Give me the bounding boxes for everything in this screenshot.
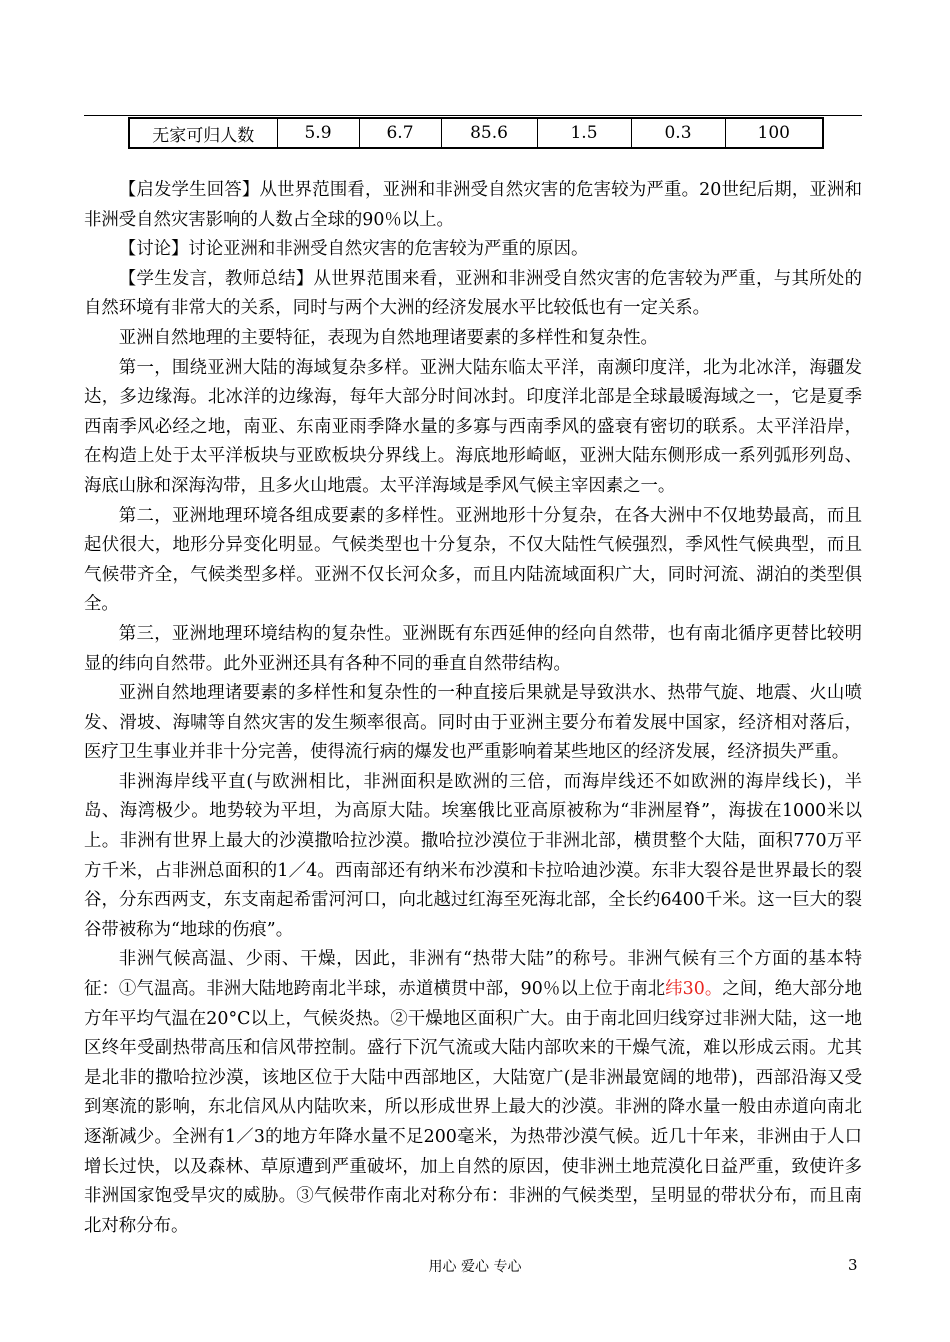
document-body [84, 176, 862, 1241]
top-rule [84, 115, 862, 116]
climate-text-before: 非洲气候高温、少雨、干燥，因此，非洲有“热带大陆”的称号。非洲气候有三个方面的基本特征：①气温高。非洲大陆地跨南北半球，赤道横贯中部，90％以上位于南北 [84, 949, 862, 1000]
paragraph-discussion: 【讨论】讨论亚洲和非洲受自然灾害的危害较为严重的原因。 [118, 239, 589, 260]
table-cell: 1.5 [537, 118, 631, 148]
paragraph-asia-hazards: 亚洲自然地理诸要素的多样性和复杂性的一种直接后果就是导致洪水、热带气旋、地震、火山喷发、滑坡、海啸等自然灾害的发生频率很高。同时由于亚洲主要分布着发展中国家，经济相对落后，医疗卫生事业并非十分完善，使得流行病的爆发也严重影响着某些地区的经济发展，经济损失严重。 [84, 683, 862, 763]
table-cell: 85.6 [441, 118, 537, 148]
table-cell: 0.3 [631, 118, 725, 148]
paragraph-africa-climate [84, 945, 862, 1241]
paragraph-asia-features: 亚洲自然地理的主要特征，表现为自然地理诸要素的多样性和复杂性。 [118, 327, 658, 348]
table-row [129, 118, 823, 148]
paragraph-asia-third: 第三，亚洲地理环境结构的复杂性。亚洲既有东西延伸的经向自然带，也有南北循序更替比较明显的纬向自然带。此外亚洲还具有各种不同的垂直自然带结构。 [84, 623, 862, 674]
data-table [128, 117, 824, 149]
page-footer: 用心 爱心 专心 [428, 1259, 522, 1275]
table-cell: 5.9 [277, 118, 359, 148]
paragraph-summary: 【学生发言，教师总结】从世界范围来看，亚洲和非洲受自然灾害的危害较为严重，与其所处的自然环境有非常大的关系，同时与两个大洲的经济发展水平比较低也有一定关系。 [84, 268, 862, 319]
page-number: 3 [848, 1256, 858, 1274]
paragraph-asia-second: 第二，亚洲地理环境各组成要素的多样性。亚洲地形十分复杂，在各大洲中不仅地势最高，而且起伏很大，地形分异变化明显。气候类型也十分复杂，不仅大陆性气候强烈，季风性气候典型，而且气候带齐全，气候类型多样。亚洲不仅长河众多，而且内陆流域面积广大，同时河流、湖泊的类型俱全。 [84, 505, 862, 615]
highlighted-latitude: 纬30。 [665, 979, 723, 1000]
table-cell: 6.7 [359, 118, 441, 148]
paragraph-africa-terrain: 非洲海岸线平直(与欧洲相比，非洲面积是欧洲的三倍，而海岸线还不如欧洲的海岸线长)，半岛、海湾极少。地势较为平坦，为高原大陆。埃塞俄比亚高原被称为“非洲屋脊”，海拔在1000米以上。非洲有世界上最大的沙漠撒哈拉沙漠。撒哈拉沙漠位于非洲北部，横贯整个大陆，面积770万平方千米，占非洲总面积的1／4。西南部还有纳米布沙漠和卡拉哈迪沙漠。东非大裂谷是世界最长的裂谷，分东西两支，东支南起希雷河河口，向北越过红海至死海北部，全长约6400千米。这一巨大的裂谷带被称为“地球的伤痕”。 [84, 771, 862, 940]
climate-text-after: 之间，绝大部分地方年平均气温在20°C以上，气候炎热。②干燥地区面积广大。由于南北回归线穿过非洲大陆，这一地区终年受副热带高压和信风带控制。盛行下沉气流或大陆内部吹来的干燥气流，难以形成云雨。尤其是北非的撒哈拉沙漠，该地区位于大陆中西部地区，大陆宽广(是非洲最宽阔的地带)，西部沿海又受到寒流的影响，东北信风从内陆吹来，所以形成世界上最大的沙漠。非洲的降水量一般由赤道向南北逐渐减少。全洲有1／3的地方年降水量不足200毫米，为热带沙漠气候。近几十年来，非洲由于人口增长过快，以及森林、草原遭到严重破坏，加上自然的原因，使非洲土地荒漠化日益严重，致使许多非洲国家饱受旱灾的威胁。③气候带作南北对称分布：非洲的气候类型，呈明显的带状分布，而且南北对称分布。 [84, 979, 862, 1236]
table-cell: 100 [725, 118, 823, 148]
paragraph-answer: 【启发学生回答】从世界范围看，亚洲和非洲受自然灾害的危害较为严重。20世纪后期，亚洲和非洲受自然灾害影响的人数占全球的90％以上。 [84, 180, 862, 230]
paragraph-asia-first: 第一，围绕亚洲大陆的海域复杂多样。亚洲大陆东临太平洋，南濒印度洋，北为北冰洋，海疆发达，多边缘海。北冰洋的边缘海，每年大部分时间冰封。印度洋北部是全球最暖海域之一，它是夏季西南季风必经之地，南亚、东南亚雨季降水量的多寡与西南季风的盛衰有密切的联系。太平洋沿岸，在构造上处于太平洋板块与亚欧板块分界线上。海底地形崎岖，亚洲大陆东侧形成一系列弧形列岛、海底山脉和深海沟带，且多火山地震。太平洋海域是季风气候主宰因素之一。 [84, 357, 862, 496]
table-row-label: 无家可归人数 [129, 118, 277, 148]
